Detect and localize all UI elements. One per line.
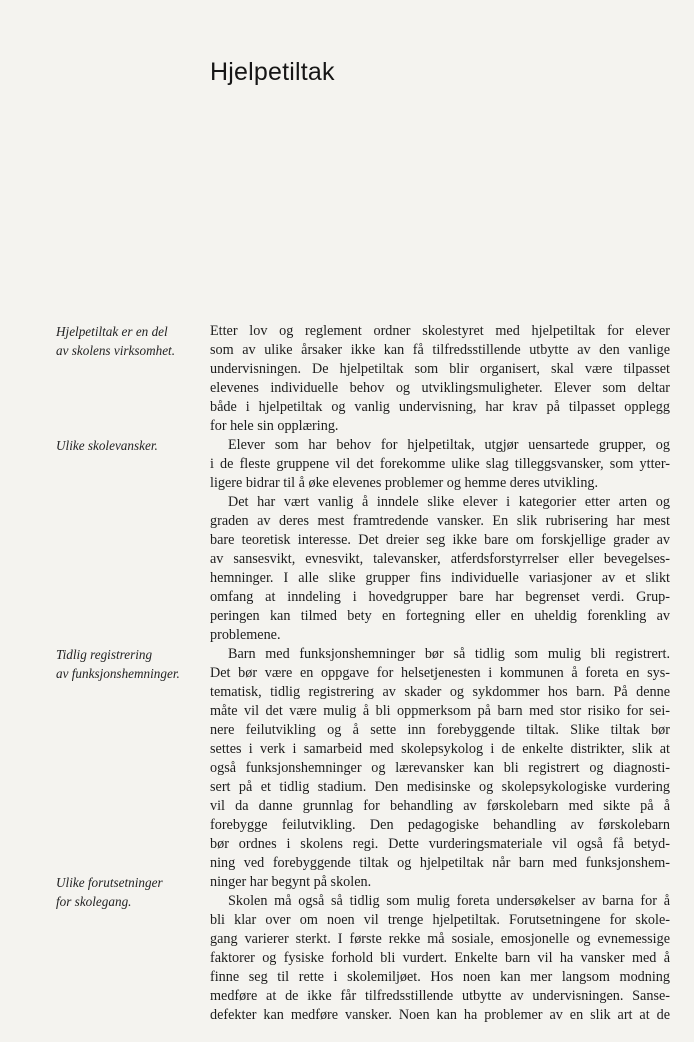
margin-note-line: Ulike forutsetninger (56, 875, 163, 890)
body-line: peringen kan tilmed bety en fortegning eller en uheldig forenkling av (210, 608, 670, 624)
body-text (210, 322, 670, 1025)
body-line: undervisningen. De hjelpetiltak som blir organisert, skal være tilpasset (210, 361, 670, 377)
body-line: bare teoretisk interesse. Det dreier seg ikke bare om forskjellige grader av (210, 532, 670, 548)
body-line: settes i verk i samarbeid med skolepsykolog i de enkelte distrikter, slik at (210, 741, 670, 757)
margin-note-line: Ulike skolevansker. (56, 438, 158, 453)
body-line: bør ordnes i skolens regi. Dette vurderingsmateriale vil også få betyd- (210, 836, 670, 852)
body-line: som av ulike årsaker ikke kan få tilfredsstillende utbytte av den vanlige (210, 342, 670, 358)
body-line: hemninger. I alle slike grupper fins individuelle variasjoner av et slikt (210, 570, 670, 586)
page-title: Hjelpetiltak (210, 58, 335, 86)
body-line: defekter kan medføre vansker. Noen kan ha problemer av en slik art at de (210, 1007, 670, 1023)
body-line: gang varierer sterkt. I første rekke må sosiale, emosjonelle og evnemessige (210, 931, 670, 947)
margin-note-2 (56, 436, 206, 455)
body-line: Det har vært vanlig å inndele slike elever i kategorier etter arten og (228, 494, 670, 510)
body-line: Etter lov og reglement ordner skolestyret med hjelpetiltak for elever (210, 323, 670, 339)
body-line: også funksjonshemninger og lærevansker kan bli registrert og diagnosti- (210, 760, 670, 776)
body-line: graden av deres mest framtredende vansker. En slik rubrisering har mest (210, 513, 670, 529)
body-line: ligere bidrar til å øke elevenes problemer og hemme deres utvikling. (210, 475, 599, 491)
margin-note-3 (56, 645, 206, 683)
body-line: både i hjelpetiltak og vanlig undervisning, har krav på tilpasset opplegg (210, 399, 670, 415)
body-line: måte vil det være mulig å bli oppmerksom på barn med stor risiko for sei- (210, 703, 670, 719)
body-line: vil da danne grunnlag for behandling av førskolebarn med sikte på å (210, 798, 670, 814)
body-line: Barn med funksjonshemninger bør så tidlig som mulig bli registrert. (228, 646, 670, 662)
body-line: nere feilutvikling og å sette inn forebyggende tiltak. Slike tiltak bør (210, 722, 670, 738)
body-line: ning ved forebyggende tiltak og hjelpetiltak når barn med funksjonshem- (210, 855, 670, 871)
margin-note-line: Tidlig registrering (56, 647, 153, 662)
margin-note-4 (56, 873, 206, 911)
body-line: bli klar over om noen vil trenge hjelpetiltak. Forutsetningene for skole- (210, 912, 670, 928)
body-line: omfang at inndeling i hovedgrupper bare har begrenset verdi. Grup- (210, 589, 670, 605)
body-line: finne seg til rette i skolemiljøet. Hos noen kan mer langsom modning (210, 969, 670, 985)
body-line: elevenes individuelle behov og utviklingsmuligheter. Elever som deltar (210, 380, 670, 396)
body-line: for hele sin opplæring. (210, 418, 339, 434)
body-line: medføre at de ikke får tilfredsstillende utbytte av undervisningen. Sanse- (210, 988, 670, 1004)
body-line: Skolen må også så tidlig som mulig foreta undersøkelser av barna for å (228, 893, 670, 909)
margin-note-line: for skolegang. (56, 894, 132, 909)
body-line: problemene. (210, 627, 281, 643)
body-line: i de fleste gruppene vil det forekomme ulike slag tilleggsvansker, som ytter- (210, 456, 670, 472)
body-line: faktorer og fysiske forhold bli vurdert. Enkelte barn vil ha vansker med å (210, 950, 670, 966)
body-line: forebygge feilutvikling. Den pedagogiske behandling av førskolebarn (210, 817, 670, 833)
body-line: tematisk, tidlig registrering av skader og sykdommer hos barn. På denne (210, 684, 670, 700)
body-line: sert på et tidlig stadium. Den medisinske og skolepsykologiske vurdering (210, 779, 670, 795)
body-line: av sansesvikt, evnesvikt, talevansker, atferdsforstyrrelser eller bevegelses- (210, 551, 670, 567)
margin-note-1 (56, 322, 206, 360)
body-line: ninger har begynt på skolen. (210, 874, 372, 890)
body-line: Elever som har behov for hjelpetiltak, utgjør uensartede grupper, og (228, 437, 670, 453)
margin-note-line: Hjelpetiltak er en del (56, 324, 168, 339)
margin-note-line: av funksjonshemninger. (56, 666, 180, 681)
margin-note-line: av skolens virksomhet. (56, 343, 176, 358)
body-line: Det bør være en oppgave for helsetjenesten i kommunen å foreta en sys- (210, 665, 670, 681)
